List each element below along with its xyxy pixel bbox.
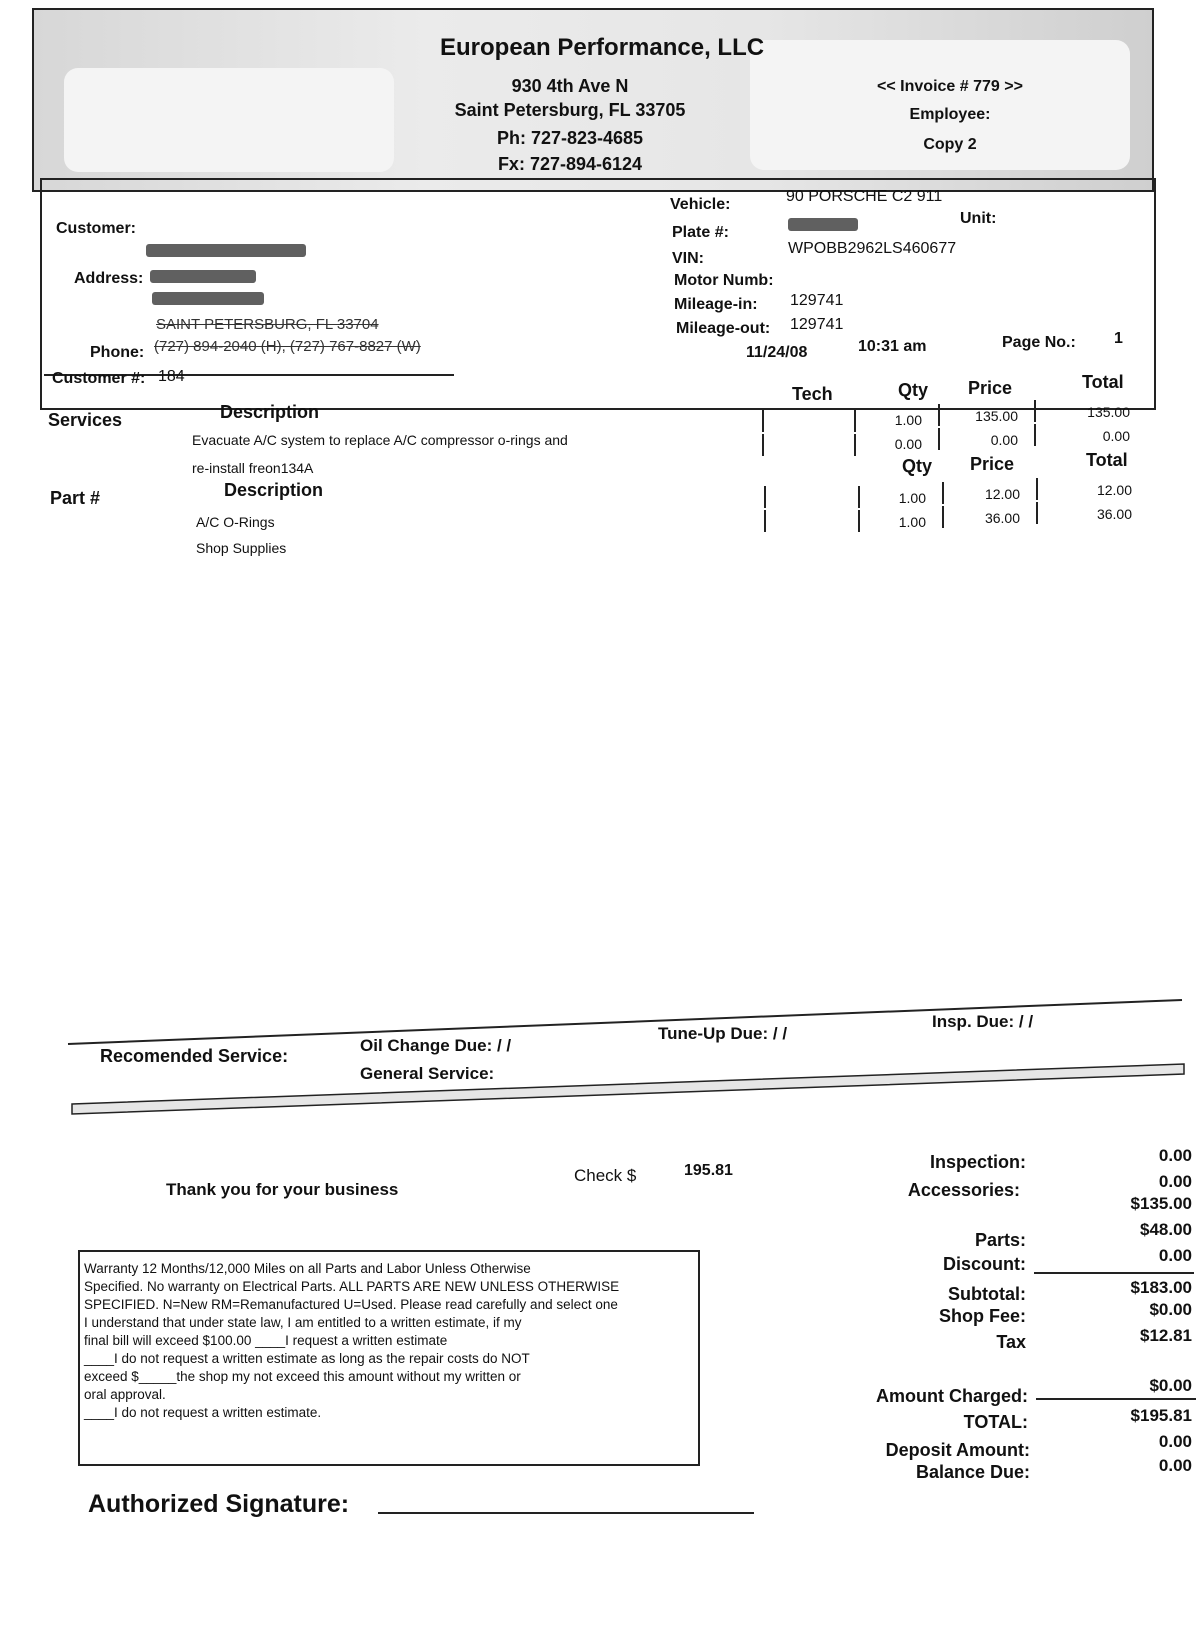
balance-due-label: Balance Due: [915,1462,1030,1482]
copy-label: Copy 2 [923,136,977,153]
warranty-line: I understand that under state law, I am entitled to a written estimate, if my [84,1315,522,1330]
accessories-label: Accessories: [907,1180,1020,1200]
part-description: Shop Supplies [196,540,287,556]
signature-line[interactable] [378,1512,754,1514]
subtotal-label: Subtotal: [948,1284,1026,1304]
parts-price-header: Price [970,454,1015,474]
tax-label: Tax [996,1332,1026,1352]
parts-section-label: Part # [50,488,101,508]
authorized-signature-label: Authorized Signature: [88,1490,350,1518]
customer-number-label: Customer #: [52,370,146,387]
warranty-line: Warranty 12 Months/12,000 Miles on all Parts and Labor Unless Otherwise [84,1261,531,1276]
redaction-bar [150,270,256,283]
address-label: Address: [74,270,144,287]
company-name: European Performance, LLC [440,34,765,61]
parts-total-header: Total [1086,450,1128,470]
customer-number: 184 [158,368,185,385]
amount-charged-value: $0.00 [1149,1376,1192,1395]
service-description-line1: Evacuate A/C system to replace A/C compressor o-rings and [192,432,568,448]
part-row-price: 36.00 [984,510,1020,526]
service-row-qty: 1.00 [894,412,922,428]
part-row-qty: 1.00 [898,514,926,530]
column-rule [764,486,766,508]
mileage-out-value: 129741 [790,316,844,333]
thank-you-message: Thank you for your business [166,1180,399,1199]
tune-up-due: Tune-Up Due: / / [658,1024,788,1043]
warranty-line: exceed $_____the shop my not exceed this amount without my written or [84,1369,521,1384]
payment-method: Check $ [574,1166,637,1185]
phone-label: Phone: [90,344,145,361]
service-row-total: 135.00 [1087,404,1130,420]
service-row-price: 0.00 [990,432,1018,448]
inspection-value: 0.00 [1158,1146,1192,1165]
payment-amount: 195.81 [684,1162,733,1179]
page-number: 1 [1114,330,1123,347]
company-address-line2: Saint Petersburg, FL 33705 [454,100,686,120]
column-rule [1034,424,1036,446]
column-rule [942,482,944,504]
total-value: $195.81 [1130,1406,1192,1425]
part-row-total: 36.00 [1096,506,1132,522]
deposit-amount-label: Deposit Amount: [885,1440,1030,1460]
warranty-line: Specified. No warranty on Electrical Parts. ALL PARTS ARE NEW UNLESS OTHERWISE [84,1279,620,1294]
vehicle-label: Vehicle: [670,196,731,213]
column-rule [1034,400,1036,422]
services-description-header: Description [220,402,320,422]
column-rule [764,510,766,532]
column-rule [938,428,940,450]
parts-qty-header: Qty [902,456,933,476]
mileage-in-value: 129741 [790,292,844,309]
warranty-line: ____I do not request a written estimate as long as the repair costs do NOT [84,1351,530,1366]
service-row-qty: 0.00 [894,436,922,452]
warranty-line: ____I do not request a written estimate. [84,1405,322,1420]
parts-description-header: Description [224,480,324,500]
phone-value: (727) 894-2040 (H), (727) 767-8827 (W) [154,338,421,355]
address-city-line: SAINT PETERSBURG, FL 33704 [156,316,379,333]
column-rule [1036,502,1038,524]
services-section-label: Services [48,410,123,430]
mileage-in-label: Mileage-in: [674,296,758,313]
recommended-service-label: Recomended Service: [100,1046,289,1066]
customer-label: Customer: [56,220,137,237]
general-service: General Service: [360,1064,495,1083]
vehicle-value: 90 PORSCHE C2 911 [786,188,943,205]
tech-header: Tech [792,384,833,404]
redaction-bar [788,218,858,231]
discount-value: 0.00 [1158,1246,1192,1265]
tax-value: $12.81 [1140,1326,1192,1345]
column-rule [938,404,940,426]
company-fax: Fx: 727-894-6124 [497,154,643,174]
part-row-price: 12.00 [984,486,1020,502]
redaction-bar [152,292,264,305]
vin-label: VIN: [672,250,704,267]
services-qty-header: Qty [898,380,929,400]
header-left-panel [64,68,394,172]
amount-charged-label: Amount Charged: [876,1386,1028,1406]
warranty-line: oral approval. [84,1387,166,1402]
service-row-price: 135.00 [975,408,1018,424]
motor-number-label: Motor Numb: [674,272,774,289]
part-row-qty: 1.00 [898,490,926,506]
discount-label: Discount: [943,1254,1026,1274]
inspection-label: Inspection: [929,1152,1026,1172]
column-rule [762,410,764,432]
vin-value: WPOBB2962LS460677 [788,240,957,257]
services-total-header: Total [1082,372,1124,392]
balance-due-value: 0.00 [1158,1456,1192,1475]
inspection-due: Insp. Due: / / [932,1012,1034,1031]
column-rule [762,434,764,456]
summary-rule [1036,1398,1196,1400]
invoice-date: 11/24/08 [746,344,808,361]
total-label: TOTAL: [963,1412,1028,1432]
redaction-bar [146,244,306,257]
accessories-value: 0.00 [1158,1172,1192,1191]
invoice-time: 10:31 am [858,338,927,355]
shop-fee-label: Shop Fee: [938,1306,1026,1326]
warranty-line: SPECIFIED. N=New RM=Remanufactured U=Used. Please read carefully and select one [84,1297,618,1312]
page-number-label: Page No.: [1002,334,1076,351]
employee-label: Employee: [909,106,991,123]
part-description: A/C O-Rings [196,514,275,530]
mileage-out-label: Mileage-out: [676,320,771,337]
warranty-line: final bill will exceed $100.00 ____I request a written estimate [84,1333,448,1348]
column-rule [942,506,944,528]
part-row-total: 12.00 [1096,482,1132,498]
invoice-number: << Invoice # 779 >> [877,78,1023,95]
deposit-amount-value: 0.00 [1158,1432,1192,1451]
parts-total-label: Parts: [974,1230,1026,1250]
company-address-line1: 930 4th Ave N [511,76,629,96]
company-phone: Ph: 727-823-4685 [496,128,644,148]
subtotal-value: $183.00 [1130,1278,1192,1297]
labor-value: $135.00 [1130,1194,1192,1213]
oil-change-due: Oil Change Due: / / [360,1036,512,1055]
plate-label: Plate #: [672,224,729,241]
service-row-total: 0.00 [1102,428,1130,444]
summary-rule [1034,1272,1194,1274]
shop-fee-value: $0.00 [1149,1300,1192,1319]
unit-label: Unit: [960,210,997,227]
parts-total-value: $48.00 [1140,1220,1192,1239]
service-description-line2: re-install freon134A [192,460,314,476]
warranty-terms-box [78,1250,700,1466]
column-rule [1036,478,1038,500]
services-price-header: Price [968,378,1013,398]
